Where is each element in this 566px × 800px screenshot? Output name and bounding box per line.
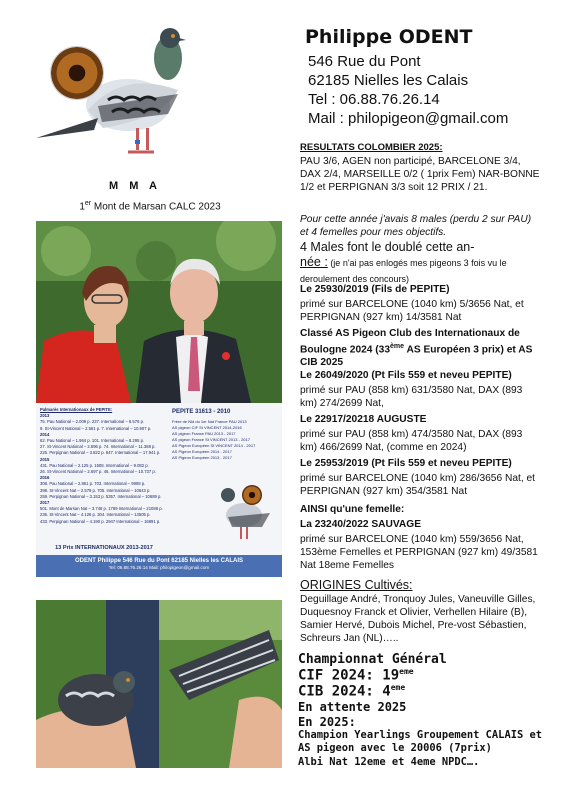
championship-title: Championnat Général [298,652,447,667]
palmares-heading: Palmarès Internationaux de PEPITE: [40,407,113,412]
owner-couple-photo [36,221,282,403]
flyer-footer-address: ODENT Philippe 546 Rue du Pont 62185 Nielles les CALAIS [74,558,244,564]
palmares-line: 225. Perpignan National – 3.822 p. 847. International – 17.941 p. [40,450,161,456]
male-2-id: Le 26049/2020 (Pt Fils 559 et neveu PEPITE) [300,370,512,381]
palmares-list [40,407,168,525]
female-id: La 23240/2022 SAUVAGE [300,519,421,530]
male-4-id: Le 25953/2019 (Pt Fils 559 et neveu PEPITE) [300,458,512,469]
email: Mail : philopigeon@gmail.com [308,110,509,127]
male-3-results: primé sur PAU (858 km) 474/3580 Nat, DAX (893 km) 466/2699 Nat, (comme en 2024) [300,429,523,453]
pepite-line: AS pigeon France St VINCENT 2013 - 2017 [172,437,250,442]
flyer-footer-contact: Tel: 06.88.76.26.14 Mail: philopigeon@gmail.com [108,565,210,570]
palmares-line: 236. St-Vincent Nat – 4.126 p. 304. International – 13505 p. [40,512,151,518]
palmares-line: 501. Mont de Marsan Nat – 3.748 p. 1789 International – 21088 p. [40,506,163,512]
palmares-line: 433. Perpignan National – 4.190 p. 2947 International – 16891 p. [40,518,161,524]
palmares-line: 26. St-Vincent National – 2.697 p. 46. International – 10.737 p. [40,469,156,475]
male-3-id: Le 22917/20218 AUGUSTE [300,414,427,425]
pepite-flyer [36,403,282,577]
pigeon-in-hands-photo [36,600,159,768]
pepite-eye-photo [242,485,262,505]
results-summary: PAU 3/6, AGEN non participé, BARCELONE 3/4, DAX 2/4, MARSEILLE 0/2 ( 1prix Fem) NAR-BONNE 1/2 et PERPIGNAN 3/3 soit 12 PRIX / 21. [300,156,540,193]
palmares-line: 2013 [40,413,50,419]
palmares-line: 259. Perpignan National – 3.153 p. 5357. International – 10689 p. [40,493,162,499]
year-2025-heading: En 2025: [298,715,356,729]
palmares-line: 2015 [40,456,50,462]
palmares-line: 62. Pau National – 1.964 p. 101. International – 8.295 p. [40,438,145,444]
origins-text: Deguillage André, Tronquoy Jules, Vaneuville Gilles, Duquesnoy Franck et Olivier, Verhellen Hilaire (B), Samier Hervé, Dubois Michel, Pre-vost Sébastien, Schreurs Jan (NL)….. [300,594,536,644]
pepite-line: AS Pigeon Européen St VINCENT 2014 - 2017 [172,443,256,448]
results-title: RESULTATS COLOMBIER 2025: [300,142,443,153]
pepite-line: Frère de Nid du 1er Nat France PAU 2013 [172,419,247,424]
pepite-title: PEPITE 31613 - 2010 [172,409,231,415]
male-1-id: Le 25930/2019 (Fils de PEPITE) [300,284,450,295]
males-heading-note: (je n'ai pas enlogés mes pigeons 3 fois vu le deroulement des concours) [300,258,507,284]
street-address: 546 Rue du Pont [308,53,421,70]
female-heading: AINSI qu'une femelle: [300,504,405,515]
pending-2025: En attente 2025 [298,700,407,714]
albi-result: Albi Nat 12eme et 4eme NPDC…. [298,756,480,768]
eye-photo [50,46,104,100]
male-1-classification: Classé AS Pigeon Club des Internationaux de Boulogne 2024 (33ème AS Européen 3 prix) et AS CIB 2025 [300,328,533,369]
male-4-results: primé sur BARCELONE (1040 km) 286/3656 Nat, et PERPIGNAN (927 km) 354/3581 Nat [300,473,535,497]
palmares-line: 27. St-Vincent National – 2.896 p. 74. International – 11.388 p. [40,444,156,450]
telephone: Tel : 06.88.76.26.14 [308,91,440,108]
cib-ranking: CIB 2024: 4eme [298,683,406,700]
results-note: Pour cette année j'avais 8 males (perdu 2 sur PAU) et 4 femelles pour mes objectifs. [300,214,532,238]
city-address: 62185 Nielles les Calais [308,72,469,89]
palmares-line: 398. St-Vincent Nat – 2.579 p. 705. International – 10643 p. [40,487,151,493]
pepite-line: AS Pigeon Européen 2013 - 2017 [172,455,232,460]
pepite-pigeon-photo [214,473,272,545]
males-heading-line1: 4 Males font le doublé cette an- [300,240,475,254]
palmares-line: 431. Pau National – 2.125 p. 1508. International – 9.082 p. [40,462,149,468]
pepite-line: AS pigeon CIF St VINCENT 2014-2016 [172,425,242,430]
female-results: primé sur BARCELONE (1040 km) 559/3656 Nat, 153ème Femelles et PERPIGNAN (927 km) 49/3581 Nat 18eme Femelles [300,534,538,571]
international-prix-banner: 13 Prix INTERNATIONAUX 2013-2017 [55,545,153,551]
palmares-line: 2014 [40,431,50,437]
male-2-results: primé sur PAU (858 km) 631/3580 Nat, DAX (893 km) 274/2699 Nat, [300,385,523,409]
owner-name: Philippe ODENT [305,26,473,48]
wing-display-photo [159,600,282,768]
mma-label: M M A [109,180,161,192]
cif-ranking: CIF 2024: 19eme [298,667,414,684]
mont-de-marsan-label: 1er Mont de Marsan CALC 2023 [79,200,221,213]
palmares-line: 75. Pau National – 2.009 p. 237. International – 8.576 p. [40,419,145,425]
males-heading [300,240,545,287]
pigeon-photo [28,10,188,170]
flyer-footer [36,555,282,577]
males-heading-line2: née : [300,255,328,269]
male-1-results: primé sur BARCELONE (1040 km) 5/3656 Nat, et PERPIGNAN (927 km) 14/3581 Nat [300,299,524,323]
palmares-line: 9. St-Vincent National – 2.561 p. 7. International – 10.907 p. [40,425,152,431]
palmares-line: 2017 [40,500,50,506]
origins-title: ORIGINES Cultivés: [300,578,413,592]
pepite-line: AS Pigeon Européen 2014 - 2017 [172,449,232,454]
palmares-line: 2016 [40,475,50,481]
champion-yearlings: Champion Yearlings Groupement CALAIS et AS pigeon avec le 20006 (7prix) [298,729,542,754]
palmares-line: 308. Pau National – 2.861 p. 703. International – 9908 p. [40,481,146,487]
pepite-line: AS pigeon France PAU 2013 - 2017 [172,431,236,436]
pepite-titles-list [172,419,282,461]
